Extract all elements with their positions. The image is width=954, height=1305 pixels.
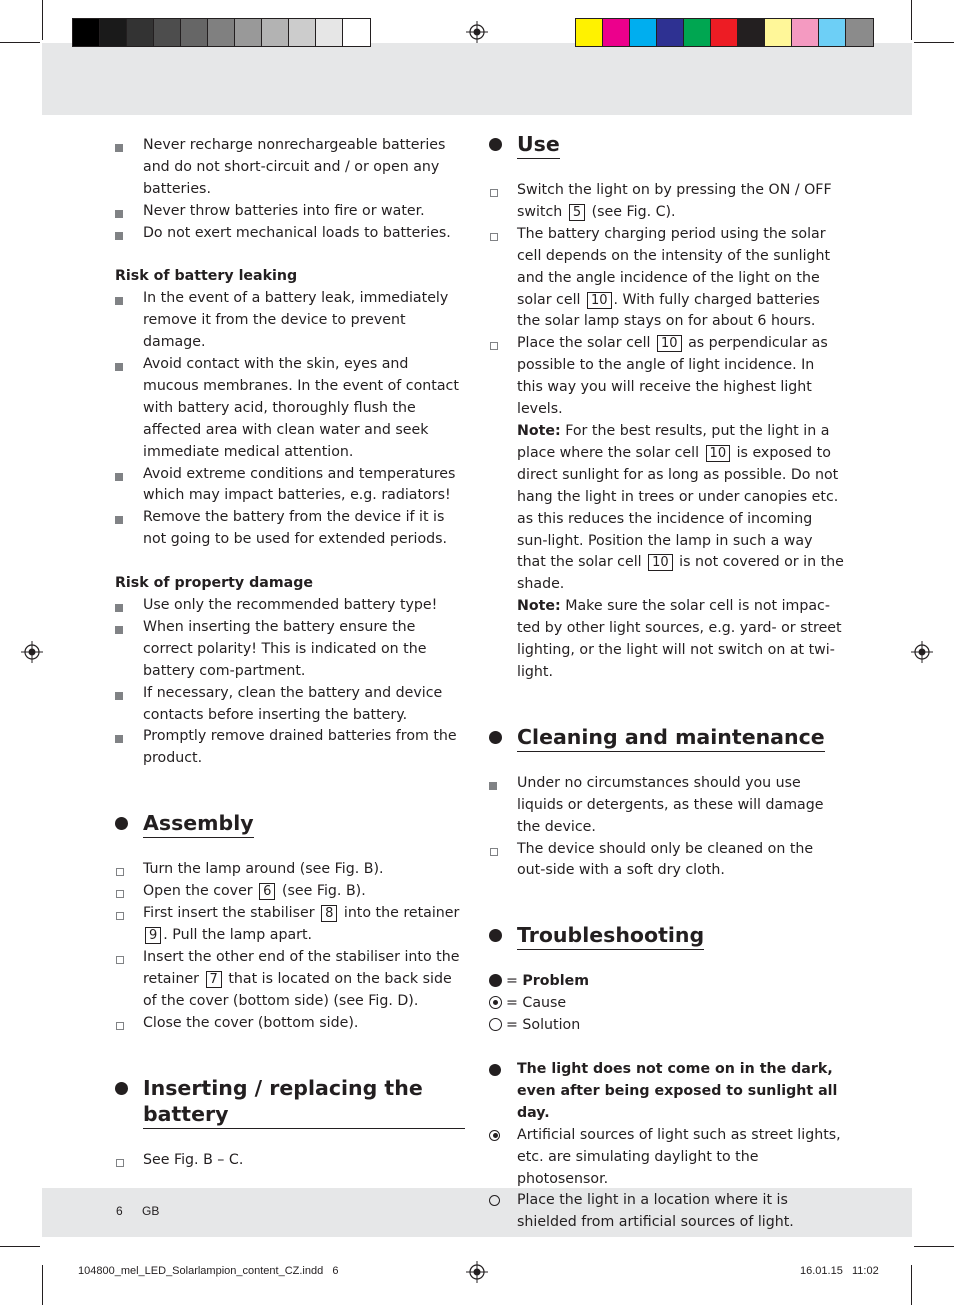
top-band [42, 43, 912, 115]
list-item: Insert the other end of the stabiliser into the retainer 7 that is located on the back side of the cover (bottom side) (see Fig. D). [115, 947, 465, 1013]
list-item: The battery charging period using the solar cell depends on the intensity of the sunlight and the angle incidence of the light on the solar cell 10 . With fully charged batteries the solar lamp stays on for about 6 hours. [489, 224, 844, 334]
checkbox-bullet-icon [115, 1150, 143, 1172]
language-code: GB [142, 1204, 160, 1218]
checkbox-bullet-icon [115, 859, 143, 881]
square-bullet-icon [115, 507, 143, 529]
color-swatch [846, 19, 873, 46]
risk-leak-heading: Risk of battery leaking [115, 268, 298, 285]
crop-mark [42, 0, 43, 40]
list-item: Avoid extreme conditions and temperatures which may impact batteries, e.g. radiators! [115, 464, 465, 508]
list-item: First insert the stabiliser 8 into the retainer 9 . Pull the lamp apart. [115, 903, 465, 947]
checkbox-bullet-icon [489, 333, 517, 355]
crop-mark [911, 0, 912, 40]
list-item: In the event of a battery leak, immediately remove it from the device to prevent damage. [115, 288, 465, 354]
crop-mark [914, 1246, 954, 1247]
list-item: If necessary, clean the battery and device contacts before inserting the battery. [115, 683, 465, 727]
cause-item: Artificial sources of light such as street lights, etc. are simulating daylight to the photosensor. [489, 1125, 844, 1191]
square-bullet-icon [115, 683, 143, 705]
square-bullet-icon [489, 773, 517, 795]
list-item: See Fig. B – C. [115, 1150, 465, 1172]
color-swatch [235, 19, 262, 46]
color-swatch [154, 19, 181, 46]
checkbox-bullet-icon [489, 180, 517, 202]
crop-mark [0, 1246, 40, 1247]
color-swatch [738, 19, 765, 46]
assembly-heading: Assembly [115, 810, 465, 838]
part-reference: 10 [587, 292, 612, 309]
color-swatch [289, 19, 316, 46]
greyscale-bar [72, 18, 371, 47]
solution-ring-icon [489, 1190, 517, 1212]
color-swatch [127, 19, 154, 46]
part-reference: 8 [321, 905, 337, 922]
section-dot-icon [115, 1082, 128, 1095]
cause-target-icon [489, 1125, 517, 1147]
slug-date: 16.01.15 11:02 [800, 1265, 879, 1277]
color-swatch [819, 19, 846, 46]
color-swatch [181, 19, 208, 46]
list-item: Do not exert mechanical loads to batteries. [115, 223, 465, 245]
section-dot-icon [489, 138, 502, 151]
page-number: 6 [116, 1204, 123, 1218]
square-bullet-icon [115, 201, 143, 223]
part-reference: 6 [259, 883, 275, 900]
part-reference: 9 [145, 927, 161, 944]
registration-mark-icon [466, 1261, 488, 1283]
list-item: The device should only be cleaned on the out-side with a soft dry cloth. [489, 839, 844, 883]
checkbox-bullet-icon [115, 903, 143, 925]
color-swatch [792, 19, 819, 46]
checkbox-bullet-icon [115, 1013, 143, 1035]
list-item: Never throw batteries into fire or water. [115, 201, 465, 223]
registration-mark-icon [911, 641, 933, 663]
square-bullet-icon [115, 617, 143, 639]
list-item: Turn the lamp around (see Fig. B). [115, 859, 465, 881]
color-swatch [100, 19, 127, 46]
color-swatch [711, 19, 738, 46]
section-dot-icon [489, 731, 502, 744]
section-dot-icon [489, 929, 502, 942]
color-swatch [343, 19, 370, 46]
right-column [489, 131, 844, 1234]
list-item: Use only the recommended battery type! [115, 595, 465, 617]
part-reference: 7 [206, 971, 222, 988]
color-swatch [208, 19, 235, 46]
square-bullet-icon [115, 288, 143, 310]
registration-mark-icon [21, 641, 43, 663]
process-color-bar [575, 18, 874, 47]
section-dot-icon [115, 817, 128, 830]
list-item: Avoid contact with the skin, eyes and mucous membranes. In the event of contact with battery acid, thoroughly flush the affected area with clean water and seek immediate medical attention. [115, 354, 465, 464]
square-bullet-icon [115, 595, 143, 617]
square-bullet-icon [115, 464, 143, 486]
solution-ring-icon [489, 1018, 502, 1031]
legend-solution: = Solution [489, 1015, 844, 1037]
use-heading: Use [489, 131, 844, 159]
list-item: Never recharge nonrechargeable batteries and do not short-circuit and / or open any batteries. [115, 135, 465, 201]
note-label: Note: [517, 598, 561, 615]
color-swatch [603, 19, 630, 46]
note-label: Note: [517, 422, 561, 439]
legend-problem: = Problem [489, 971, 844, 993]
left-column [115, 135, 465, 1171]
slug-file: 104800_mel_LED_Solarlampion_content_CZ.indd 6 [78, 1265, 339, 1277]
color-swatch [684, 19, 711, 46]
troubleshooting-heading: Troubleshooting [489, 922, 844, 950]
crop-mark [911, 1265, 912, 1305]
checkbox-bullet-icon [489, 839, 517, 861]
legend-cause: = Cause [489, 993, 844, 1015]
color-swatch [576, 19, 603, 46]
cleaning-heading: Cleaning and maintenance [489, 724, 844, 752]
color-swatch [316, 19, 343, 46]
solution-item: Place the light in a location where it is shielded from artificial sources of light. [489, 1190, 844, 1234]
part-reference: 10 [648, 554, 673, 571]
problem-dot-icon [489, 974, 502, 987]
list-item: Open the cover 6 (see Fig. B). [115, 881, 465, 903]
crop-mark [42, 1265, 43, 1305]
list-item: When inserting the battery ensure the correct polarity! This is indicated on the battery com-partment. [115, 617, 465, 683]
risk-property-heading: Risk of property damage [115, 575, 313, 592]
crop-mark [914, 42, 954, 43]
list-item: Remove the battery from the device if it is not going to be used for extended periods. [115, 507, 465, 551]
list-item: Under no circumstances should you use liquids or detergents, as these will damage the device. [489, 773, 844, 839]
square-bullet-icon [115, 135, 143, 157]
square-bullet-icon [115, 223, 143, 245]
inserting-battery-heading: Inserting / replacing the battery [115, 1075, 465, 1129]
checkbox-bullet-icon [115, 881, 143, 903]
crop-mark [0, 42, 40, 43]
registration-mark-icon [466, 21, 488, 43]
problem-item: The light does not come on in the dark, even after being exposed to sunlight all day. [489, 1059, 844, 1125]
square-bullet-icon [115, 354, 143, 376]
list-item: Switch the light on by pressing the ON / OFF switch 5 (see Fig. C). [489, 180, 844, 224]
cause-target-icon [489, 996, 502, 1009]
problem-dot-icon [489, 1059, 517, 1081]
list-item: Close the cover (bottom side). [115, 1013, 465, 1035]
checkbox-bullet-icon [489, 224, 517, 246]
square-bullet-icon [115, 726, 143, 748]
list-item: Place the solar cell 10 as perpendicular as possible to the angle of light incidence. In this way you will receive the highest light levels. Note: For the best results, put the light in a place where the solar cell 10 is exposed to direct sunlight for as long as possible. Do not hang the light in trees or under canopies etc. as this reduces the incidence of incoming sun-light. Position the lamp in such a way that the solar cell 10 is not covered or in the shade. Note: Make sure the solar cell is not impac-ted by other light sources, e.g. yard- or street lighting, or the light will not switch on at twi-light. [489, 333, 844, 684]
color-swatch [657, 19, 684, 46]
color-swatch [765, 19, 792, 46]
checkbox-bullet-icon [115, 947, 143, 969]
part-reference: 10 [706, 445, 731, 462]
color-swatch [630, 19, 657, 46]
part-reference: 5 [569, 204, 585, 221]
part-reference: 10 [657, 335, 682, 352]
color-swatch [73, 19, 100, 46]
color-swatch [262, 19, 289, 46]
list-item: Promptly remove drained batteries from the product. [115, 726, 465, 770]
